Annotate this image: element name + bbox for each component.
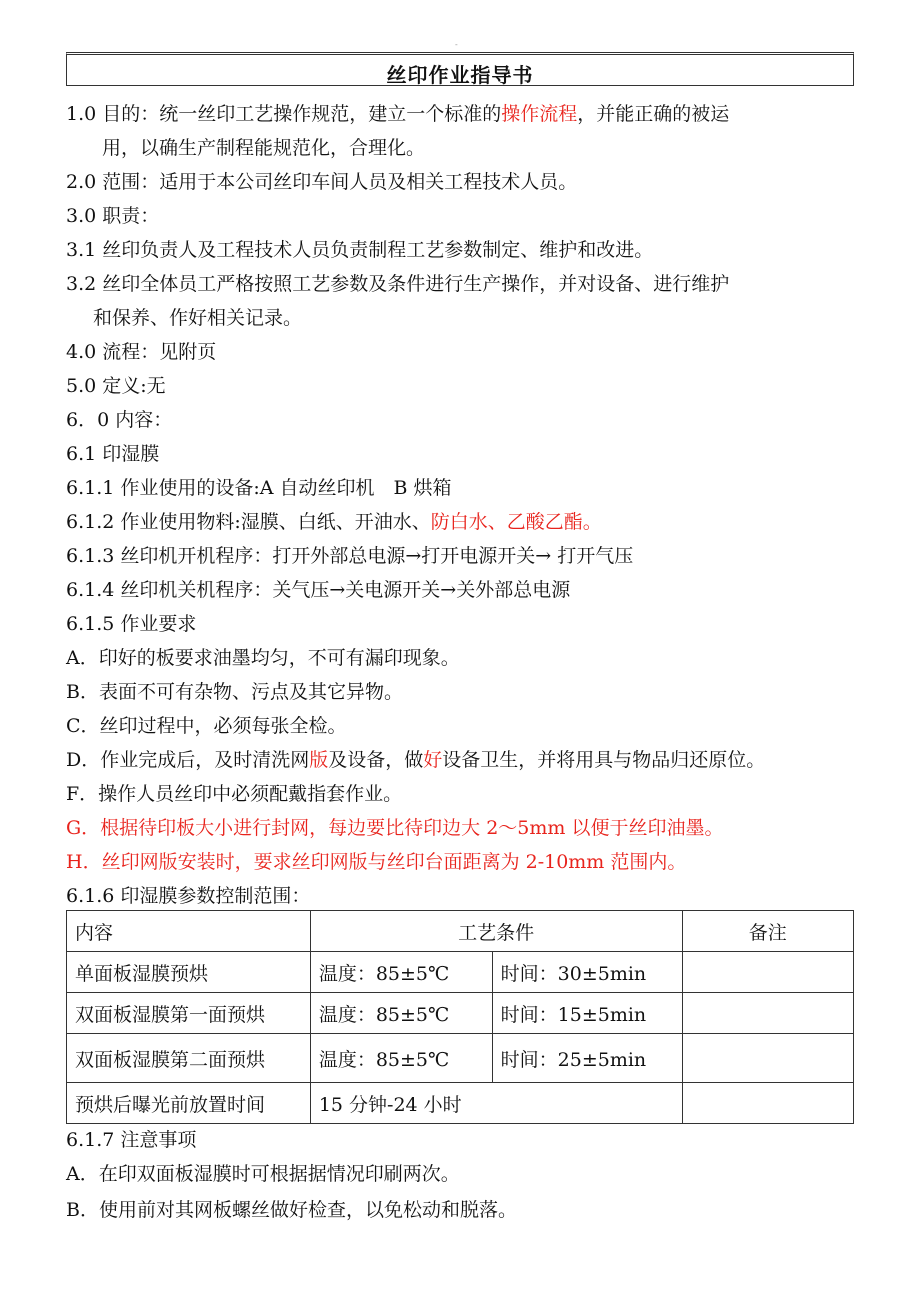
section-1-highlight: 操作流程 [501, 103, 578, 125]
requirement-a: A．印好的板要求油墨均匀，不可有漏印现象。 [66, 647, 460, 669]
row-content: 单面板湿膜预烘 [67, 952, 311, 993]
section-6-1-1: 6.1.1 作业使用的设备:A 自动丝印机 B 烘箱 [66, 477, 452, 499]
section-1-text-a: 1.0 目的：统一丝印工艺操作规范，建立一个标准的 [66, 103, 502, 125]
requirement-g: G．根据待印板大小进行封网，每边要比待印边大 2～5mm 以便于丝印油墨。 [66, 817, 724, 839]
row-time: 时间：15±5min [492, 993, 682, 1034]
row-remark [682, 993, 853, 1034]
requirement-f: F．操作人员丝印中必须配戴指套作业。 [66, 783, 403, 805]
row-content: 双面板湿膜第二面预烘 [67, 1034, 311, 1083]
section-3-1: 3.1 丝印负责人及工程技术人员负责制程工艺参数制定、维护和改进。 [66, 239, 654, 261]
row-content: 双面板湿膜第一面预烘 [67, 993, 311, 1034]
row-time: 时间：25±5min [492, 1034, 682, 1083]
note-a: A．在印双面板湿膜时可根据据情况印刷两次。 [66, 1163, 460, 1185]
section-6-1-4: 6.1.4 丝印机关机程序：关气压→关电源开关→关外部总电源 [66, 579, 571, 601]
row-temperature: 温度：85±5℃ [310, 993, 492, 1034]
table-row [67, 952, 854, 993]
requirement-d-text-2: 及设备，做 [328, 749, 424, 771]
section-4: 4.0 流程：见附页 [66, 341, 217, 363]
section-6-1-3: 6.1.3 丝印机开机程序：打开外部总电源→打开电源开关→ 打开气压 [66, 545, 634, 567]
table-row [67, 993, 854, 1034]
header-content: 内容 [67, 911, 311, 952]
title-box [66, 52, 854, 86]
header-mark: - [455, 40, 458, 49]
requirement-c: C．丝印过程中，必须每张全检。 [66, 715, 347, 737]
section-6-1-6: 6.1.6 印湿膜参数控制范围： [66, 885, 311, 907]
section-6: 6．0 内容： [66, 409, 173, 431]
header-remark: 备注 [682, 911, 853, 952]
table-row [67, 1083, 854, 1124]
section-3-2-continuation: 和保养、作好相关记录。 [93, 307, 303, 329]
page-title: 丝印作业指导书 [386, 63, 534, 87]
section-1-continuation: 用，以确生产制程能规范化，合理化。 [102, 137, 426, 159]
header-condition: 工艺条件 [310, 911, 682, 952]
section-1-text-b: ，并能正确的被运 [577, 103, 730, 125]
section-6-1-2-highlight: 防白水、乙酸乙酯。 [430, 511, 602, 533]
requirement-d-highlight-1: 版 [309, 749, 329, 771]
requirement-h: H．丝印网版安装时，要求丝印网版与丝印台面距离为 2-10mm 范围内。 [66, 851, 687, 873]
section-6-1-2-text: 6.1.2 作业使用物料:湿膜、白纸、开油水、 [66, 511, 431, 533]
row-content: 预烘后曝光前放置时间 [67, 1083, 311, 1124]
row-merged-condition: 15 分钟-24 小时 [310, 1083, 682, 1124]
row-temperature: 温度：85±5℃ [310, 952, 492, 993]
requirement-d [66, 748, 765, 772]
requirement-d-highlight-2: 好 [423, 749, 443, 771]
requirement-b: B．表面不可有杂物、污点及其它异物。 [66, 681, 403, 703]
section-3-2: 3.2 丝印全体员工严格按照工艺参数及条件进行生产操作，并对设备、进行维护 [66, 273, 730, 295]
section-6-1: 6.1 印湿膜 [66, 443, 160, 465]
row-remark [682, 1083, 853, 1124]
row-temperature: 温度：85±5℃ [310, 1034, 492, 1083]
section-6-1-2 [66, 510, 602, 534]
parameter-table [66, 910, 854, 1124]
table-header-row [67, 911, 854, 952]
section-2: 2.0 范围：适用于本公司丝印车间人员及相关工程技术人员。 [66, 171, 578, 193]
section-1-line [66, 102, 729, 126]
table-row [67, 1034, 854, 1083]
section-3: 3.0 职责： [66, 205, 160, 227]
row-remark [682, 1034, 853, 1083]
row-remark [682, 952, 853, 993]
section-6-1-7: 6.1.7 注意事项 [66, 1129, 197, 1151]
section-5: 5.0 定义:无 [66, 375, 166, 397]
note-b: B．使用前对其网板螺丝做好检查，以免松动和脱落。 [66, 1199, 517, 1221]
row-time: 时间：30±5min [492, 952, 682, 993]
section-6-1-5: 6.1.5 作业要求 [66, 613, 197, 635]
requirement-d-text-1: D．作业完成后，及时清洗网 [66, 749, 310, 771]
requirement-d-text-3: 设备卫生，并将用具与物品归还原位。 [442, 749, 766, 771]
